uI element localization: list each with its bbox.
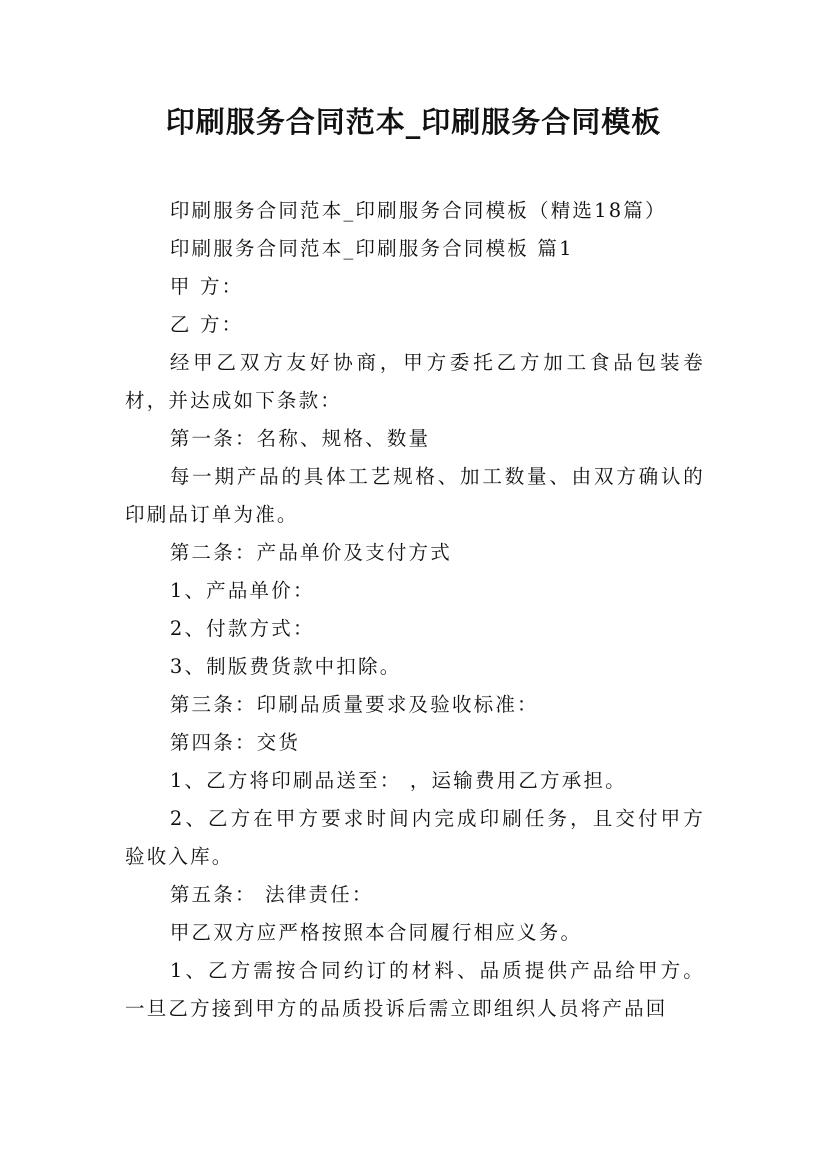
paragraph-article-2-item-1: 1、产品单价： — [169, 579, 315, 602]
document-body — [125, 192, 705, 1028]
paragraph-article-3: 第三条：印刷品质量要求及验收标准： — [169, 693, 539, 716]
paragraph-article-2-item-2: 2、付款方式： — [169, 617, 315, 640]
paragraph-article-5-item-1: 1、乙方需按合同约订的材料、品质提供产品给甲方。一旦乙方接到甲方的品质投诉后需立即组织人员将产品回 — [125, 959, 705, 1020]
paragraph-article-4: 第四条：交货 — [169, 731, 301, 754]
paragraph-article-4-item-2: 2、乙方在甲方要求时间内完成印刷任务，且交付甲方验收入库。 — [125, 807, 705, 868]
paragraph-party-a: 甲 方： — [169, 275, 244, 298]
paragraph-article-5-body: 甲乙双方应严格按照本合同履行相应义务。 — [169, 921, 583, 944]
paragraph-article-2-item-3: 3、制版费货款中扣除。 — [169, 655, 402, 678]
paragraph-subtitle: 印刷服务合同范本_印刷服务合同模板（精选18篇） — [169, 199, 667, 222]
paragraph-article-1: 第一条：名称、规格、数量 — [169, 427, 431, 450]
paragraph-article-4-item-1: 1、乙方将印刷品送至： ，运输费用乙方承担。 — [169, 769, 627, 792]
paragraph-section-heading: 印刷服务合同范本_印刷服务合同模板 篇1 — [169, 237, 574, 260]
paragraph-article-2: 第二条：产品单价及支付方式 — [169, 541, 452, 564]
paragraph-party-b: 乙 方： — [169, 313, 244, 336]
paragraph-intro: 经甲乙双方友好协商，甲方委托乙方加工食品包装卷材，并达成如下条款： — [125, 351, 705, 412]
document-title: 印刷服务合同范本_印刷服务合同模板 — [165, 105, 662, 139]
paragraph-article-1-body: 每一期产品的具体工艺规格、加工数量、由双方确认的印刷品订单为准。 — [125, 465, 705, 526]
paragraph-article-5: 第五条： 法律责任： — [169, 883, 374, 906]
